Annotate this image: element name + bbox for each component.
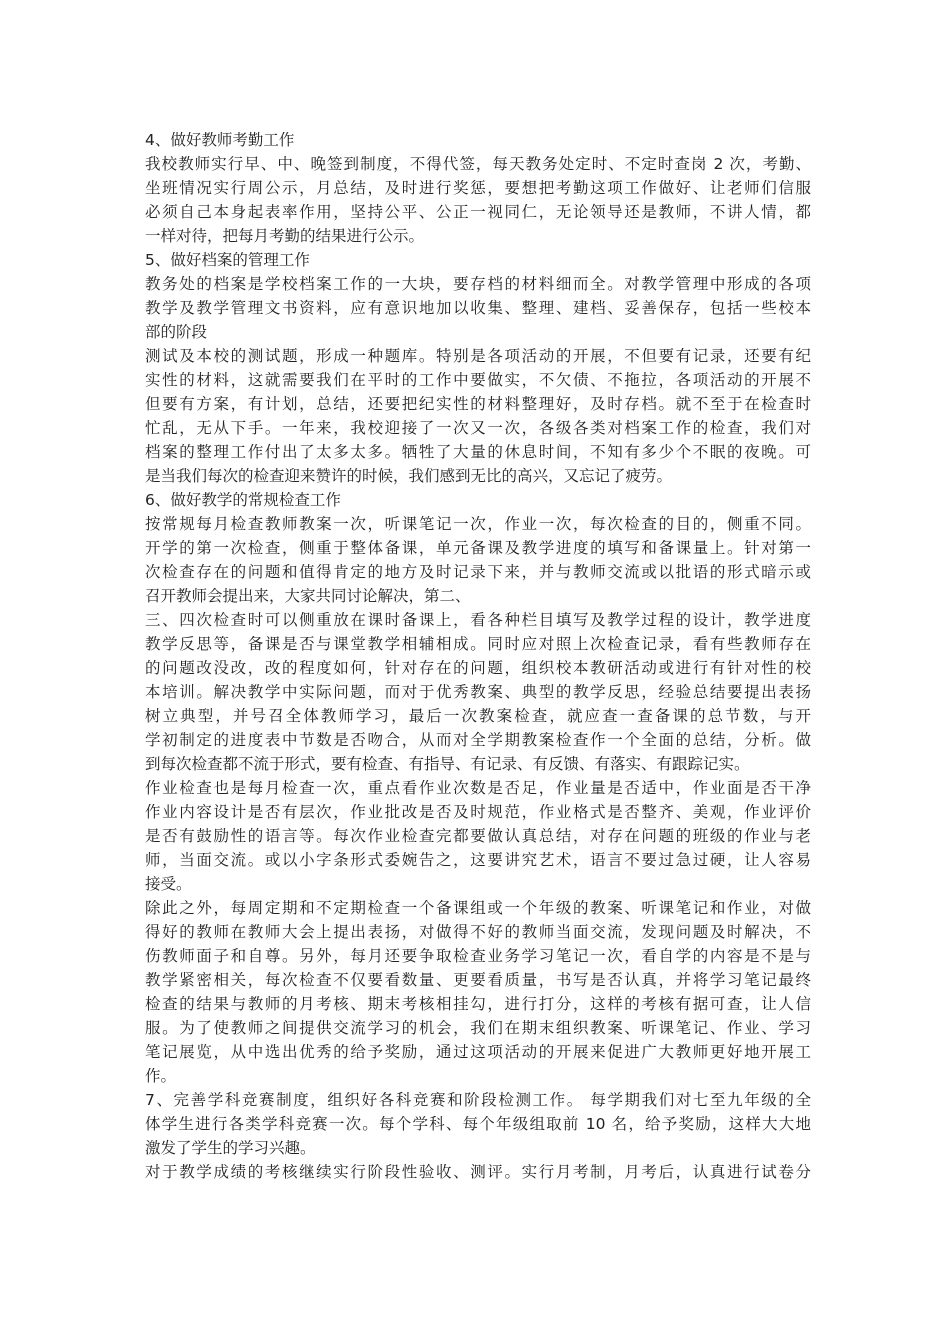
section-heading-4: 4、做好教师考勤工作	[145, 131, 295, 149]
paragraph-line: 次检查存在的问题和值得肯定的地方及时记录下来，并与教师交流或以批语的形式暗示或	[145, 563, 811, 581]
paragraph-line: 教学及教学管理文书资料，应有意识地加以收集、整理、建档、妥善保存，包括一些校本	[145, 299, 811, 317]
paragraph-line: 作业内容设计是否有层次，作业批改是否及时规范，作业格式是否整齐、美观，作业评价	[145, 803, 811, 821]
paragraph-line: 坐班情况实行周公示，月总结，及时进行奖惩，要想把考勤这项工作做好、让老师们信服	[145, 179, 811, 197]
paragraph-line: 部的阶段	[145, 323, 208, 341]
paragraph-line: 激发了学生的学习兴趣。	[145, 1139, 316, 1157]
paragraph-line: 树立典型，并号召全体教师学习，最后一次教案检查，就应查一查备课的总节数，与开	[145, 707, 811, 725]
section-heading-5: 5、做好档案的管理工作	[145, 251, 310, 269]
paragraph-line: 伤教师面子和自尊。另外，每月还要争取检查业务学习笔记一次，看自学的内容是不是与	[145, 947, 811, 965]
paragraph-line: 是当我们每次的检查迎来赞许的时候，我们感到无比的高兴，又忘记了疲劳。	[145, 467, 673, 485]
paragraph-line: 对于教学成绩的考核继续实行阶段性验收、测评。实行月考制，月考后，认真进行试卷分	[145, 1163, 811, 1181]
paragraph-line: 我校教师实行早、中、晚签到制度，不得代签，每天教务处定时、不定时查岗 2 次，考勤、	[145, 155, 811, 173]
paragraph-line: 忙乱，无从下手。一年来，我校迎接了一次又一次，各级各类对档案工作的检查，我们对	[145, 419, 811, 437]
paragraph-line: 但要有方案，有计划，总结，还要把纪实性的材料整理好，及时存档。就不至于在检查时	[145, 395, 811, 413]
paragraph-line: 教务处的档案是学校档案工作的一大块，要存档的材料细而全。对教学管理中形成的各项	[145, 275, 811, 293]
paragraph-line: 教学反思等，备课是否与课堂教学相辅相成。同时应对照上次检查记录，看有些教师存在	[145, 635, 811, 653]
paragraph-line: 按常规每月检查教师教案一次，听课笔记一次，作业一次，每次检查的目的，侧重不同。	[145, 515, 811, 533]
paragraph-line: 一样对待，把每月考勤的结果进行公示。	[145, 227, 425, 245]
paragraph-line: 的问题改没改，改的程度如何，针对存在的问题，组织校本教研活动或进行有针对性的校	[145, 659, 811, 677]
paragraph-line: 笔记展览，从中选出优秀的给予奖励，通过这项活动的开展来促进广大教师更好地开展工	[145, 1043, 811, 1061]
paragraph-line: 教学紧密相关，每次检查不仅要看数量、更要看质量，书写是否认真，并将学习笔记最终	[145, 971, 811, 989]
document-page	[145, 128, 811, 1184]
paragraph-line: 必须自己本身起表率作用，坚持公平、公正一视同仁，无论领导还是教师，不讲人情，都	[145, 203, 811, 221]
paragraph-line: 接受。	[145, 875, 192, 893]
section-heading-7: 7、完善学科竞赛制度，组织好各科竞赛和阶段检测工作。 每学期我们对七至九年级的全	[145, 1091, 811, 1109]
paragraph-line: 实性的材料，这就需要我们在平时的工作中要做实，不欠债、不拖拉，各项活动的开展不	[145, 371, 811, 389]
paragraph-line: 档案的整理工作付出了太多太多。牺牲了大量的休息时间，不知有多少个不眠的夜晚。可	[145, 443, 811, 461]
paragraph-line: 服。为了使教师之间提供交流学习的机会，我们在期末组织教案、听课笔记、作业、学习	[145, 1019, 811, 1037]
paragraph-line: 体学生进行各类学科竞赛一次。每个学科、每个年级组取前 10 名，给予奖励，这样大大地	[145, 1115, 811, 1133]
paragraph-line: 师，当面交流。或以小字条形式委婉告之，这要讲究艺术，语言不要过急过硬，让人容易	[145, 851, 811, 869]
paragraph-line: 三、四次检查时可以侧重放在课时备课上，看各种栏目填写及教学过程的设计，教学进度	[145, 611, 811, 629]
paragraph-line: 开学的第一次检查，侧重于整体备课，单元备课及教学进度的填写和备课量上。针对第一	[145, 539, 811, 557]
section-heading-6: 6、做好教学的常规检查工作	[145, 491, 341, 509]
paragraph-line: 作。	[145, 1067, 177, 1085]
paragraph-line: 除此之外，每周定期和不定期检查一个备课组或一个年级的教案、听课笔记和作业，对做	[145, 899, 811, 917]
paragraph-line: 测试及本校的测试题，形成一种题库。特别是各项活动的开展，不但要有记录，还要有纪	[145, 347, 811, 365]
paragraph-line: 作业检查也是每月检查一次，重点看作业次数是否足，作业量是否适中，作业面是否干净	[145, 779, 811, 797]
paragraph-line: 学初制定的进度表中节数是否吻合，从而对全学期教案检查作一个全面的总结，分析。做	[145, 731, 811, 749]
paragraph-line: 检查的结果与教师的月考核、期末考核相挂勾，进行打分，这样的考核有据可查，让人信	[145, 995, 811, 1013]
paragraph-line: 是否有鼓励性的语言等。每次作业检查完都要做认真总结，对存在问题的班级的作业与老	[145, 827, 811, 845]
paragraph-line: 召开教师会提出来，大家共同讨论解决，第二、	[145, 587, 471, 605]
paragraph-line: 本培训。解决教学中实际问题，而对于优秀教案、典型的教学反思，经验总结要提出表扬	[145, 683, 811, 701]
paragraph-line: 得好的教师在教师大会上提出表扬，对做得不好的教师当面交流，发现问题及时解决，不	[145, 923, 811, 941]
paragraph-line: 到每次检查都不流于形式，要有检查、有指导、有记录、有反馈、有落实、有跟踪记实。	[145, 755, 750, 773]
